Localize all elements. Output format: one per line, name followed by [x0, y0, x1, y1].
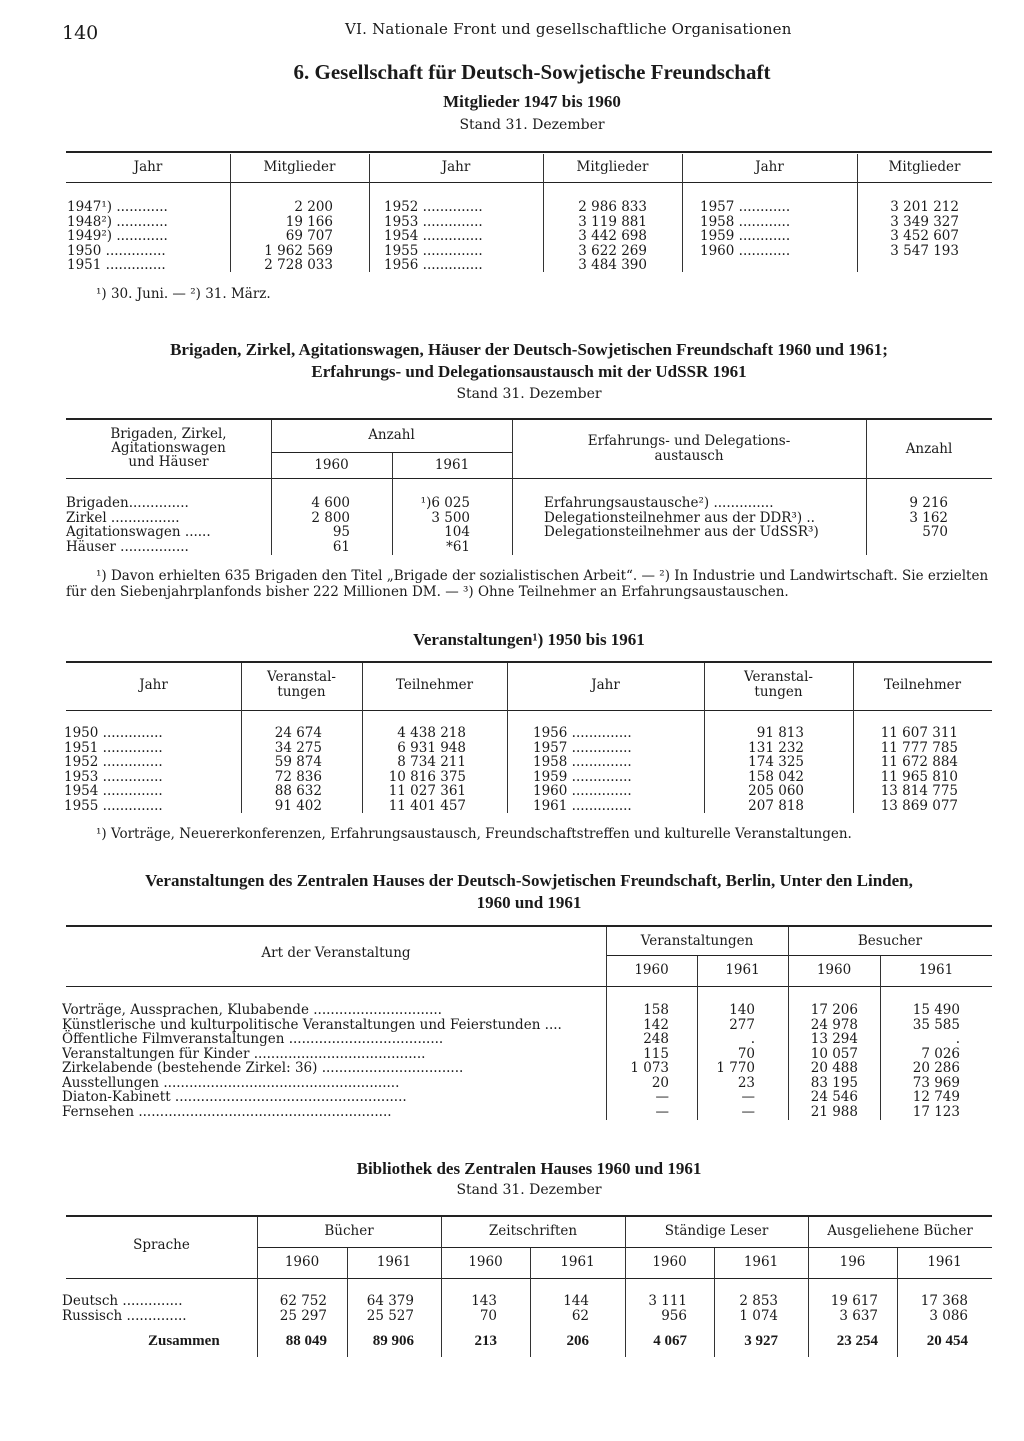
table-cell: 1952 ..............: [64, 754, 163, 770]
table3-right-years: [533, 726, 632, 813]
table-cell: Ausstellungen .......................................................: [62, 1074, 400, 1091]
table-row-label: Russisch ..............: [62, 1308, 187, 1324]
table1-footnote: ¹) 30. Juni. — ²) 31. März.: [96, 286, 271, 302]
table4-veran-1960: [606, 1003, 669, 1119]
col-header-jahr: Jahr: [133, 159, 163, 175]
table-cell: 3 119 881: [578, 213, 647, 230]
section2-stand: Stand 31. Dezember: [456, 386, 602, 402]
table1-col1-values: [230, 200, 333, 273]
col-header-buecher: Bücher: [324, 1223, 374, 1239]
table-cell: 11 777 785: [880, 739, 958, 756]
table-cell: 20 454: [926, 1333, 968, 1349]
table-cell: 6 931 948: [397, 739, 466, 756]
page-number: 140: [62, 22, 99, 44]
table-cell: 3 547 193: [890, 242, 959, 259]
table-cell: —: [741, 1089, 755, 1105]
table-cell: 61: [332, 538, 350, 555]
table-cell: Diaton-Kabinett ......................................................: [62, 1089, 407, 1105]
table-cell: 62 752: [279, 1293, 327, 1309]
table-cell: 1956 ..............: [533, 725, 632, 741]
col-header-mitglieder: Mitglieder: [888, 159, 961, 175]
table-cell: 1950 ..............: [64, 725, 163, 741]
table-cell: 248: [643, 1031, 669, 1047]
table3-left-veranstaltungen: [241, 726, 322, 813]
table4-subhead-rule: [606, 955, 992, 956]
table2-footnote: ¹) Davon erhielten 635 Brigaden den Titel „Brigade der sozialistischen Arbeit“. — ²) In Industrie und Landwirtschaft. Sie erzielten für den Siebenjahrplanfonds bisher 222 Millionen DM. — ³) Ohne Teilnehmer an Erfahrungsaustauschen.: [66, 568, 989, 600]
section2-title-line1: Brigaden, Zirkel, Agitationswagen, Häuser der Deutsch-Sowjetischen Freundschaft 1960 und 1961;: [170, 340, 888, 359]
table-cell: 17 368: [920, 1293, 968, 1309]
col-header-jahr: Jahr: [139, 677, 168, 693]
table-cell: 91 813: [756, 725, 804, 741]
col-header-teilnehmer: Teilnehmer: [883, 677, 962, 693]
table-cell: 13 294: [810, 1031, 858, 1047]
col-header-1961: 1961: [376, 1254, 412, 1270]
table-cell: Häuser ................: [66, 538, 189, 555]
table-cell: 17 206: [810, 1002, 858, 1018]
table3-right-teilnehmer: [853, 726, 958, 813]
table-cell: 12 749: [912, 1089, 960, 1105]
table-cell: 1960 ............: [700, 242, 791, 259]
table-cell: 158: [643, 1002, 669, 1018]
table1-col1-years: [67, 200, 168, 273]
table-cell: 3 622 269: [578, 242, 647, 259]
col-header-1960: 1960: [468, 1254, 503, 1270]
table-cell: —: [741, 1103, 755, 1120]
table-cell: 11 672 884: [880, 754, 958, 770]
col-header-196: 196: [839, 1254, 866, 1270]
table-cell: 158 042: [748, 768, 804, 785]
table-cell: 1949²) ............: [67, 228, 168, 244]
table-cell: Erfahrungsaustausche²) ..............: [544, 495, 774, 511]
col-header-sprache: Sprache: [133, 1237, 190, 1253]
section4-title-line2: 1960 und 1961: [476, 893, 582, 912]
col-header-1961: 1961: [725, 962, 760, 978]
table-cell: 20: [651, 1074, 669, 1091]
table-cell: 3 484 390: [578, 257, 647, 273]
table3-footnote: ¹) Vorträge, Neuererkonferenzen, Erfahrungsaustausch, Freundschaftstreffen und kulturelle Veranstaltungen.: [96, 826, 852, 842]
col-header-1961: 1961: [743, 1254, 779, 1270]
table-cell: 3 111: [648, 1293, 687, 1309]
table-cell: 1960 ..............: [533, 783, 632, 799]
col-header-1960: 1960: [652, 1254, 687, 1270]
col-header-1960: 1960: [634, 962, 669, 978]
table-cell: 143: [471, 1293, 497, 1309]
table2-left-labels: [66, 496, 211, 554]
table-cell: 10 816 375: [388, 768, 466, 785]
table-cell: 1959 ..............: [533, 768, 632, 785]
table-cell: 213: [474, 1333, 497, 1349]
table-cell: 277: [729, 1016, 755, 1033]
table-cell: 144: [563, 1293, 589, 1309]
table-cell: 88 632: [274, 783, 322, 799]
table-cell: 23 254: [836, 1333, 878, 1349]
table3-left-teilnehmer: [362, 726, 466, 813]
table-cell: 1953 ..............: [384, 213, 483, 230]
table-cell: 64 379: [366, 1293, 414, 1309]
table3-right-veranstaltungen: [704, 726, 804, 813]
table-cell: 1951 ..............: [64, 739, 163, 756]
table-cell: 2 728 033: [264, 257, 333, 273]
table-cell: 25 527: [366, 1308, 414, 1324]
table-cell: Zirkelabende (bestehende Zirkel: 36) .................................: [62, 1060, 464, 1076]
table-cell: 11 607 311: [880, 725, 958, 741]
table4-top-rule: [66, 925, 992, 927]
table-cell: 1957 ..............: [533, 739, 632, 756]
table-cell: 3 442 698: [578, 228, 647, 244]
col-header-mitglieder: Mitglieder: [263, 159, 336, 175]
table-cell: 21 988: [810, 1103, 858, 1120]
table-cell: 11 965 810: [880, 768, 958, 785]
table-cell: 88 049: [285, 1333, 327, 1349]
table2-right-labels: [544, 496, 819, 540]
table3-left-years: [64, 726, 163, 813]
col-header-besucher: Besucher: [857, 933, 923, 949]
table-cell: 1961 ..............: [533, 797, 632, 814]
table-cell: 3 086: [929, 1308, 968, 1324]
table-cell: 83 195: [810, 1074, 858, 1091]
table-cell: 3 162: [909, 509, 948, 526]
table-cell: 89 906: [372, 1333, 414, 1349]
table-cell: 1958 ..............: [533, 754, 632, 770]
table4-head-rule: [66, 986, 992, 987]
table-cell: 25 297: [279, 1308, 327, 1324]
table-cell: Vorträge, Aussprachen, Klubabende ..............................: [62, 1003, 442, 1018]
table-cell: 3 452 607: [890, 228, 959, 244]
table-cell: 2 800: [311, 509, 350, 526]
section4-title-line1: Veranstaltungen des Zentralen Hauses der Deutsch-Sowjetischen Freundschaft, Berlin, Unter den Linden,: [145, 871, 913, 890]
table2-1960-values: [271, 496, 350, 554]
col-header-veranstaltungen: Veranstal- tungen: [744, 669, 813, 700]
table-cell: 206: [566, 1333, 589, 1349]
total-label: Zusammen: [148, 1333, 220, 1349]
table-cell: 17 123: [912, 1103, 960, 1120]
table-cell: 131 232: [748, 739, 804, 756]
table-cell: 7 026: [921, 1045, 960, 1062]
section5-title: Bibliothek des Zentralen Hauses 1960 und 1961: [356, 1159, 702, 1178]
table-cell: 207 818: [748, 797, 804, 814]
table-cell: 20 488: [810, 1060, 858, 1076]
table-cell: 72 836: [274, 768, 322, 785]
col-header-1961: 1961: [560, 1254, 595, 1270]
col-header-teilnehmer: Teilnehmer: [395, 677, 474, 693]
table-cell: —: [655, 1089, 669, 1105]
col-header-anzahl: Anzahl: [905, 441, 953, 457]
table-cell: —: [655, 1103, 669, 1120]
table-cell: 13 814 775: [880, 783, 958, 799]
table-cell: Delegationsteilnehmer aus der DDR³) ..: [544, 509, 815, 526]
section5-stand: Stand 31. Dezember: [456, 1182, 602, 1198]
col-header-zeitschriften: Zeitschriften: [488, 1223, 578, 1239]
col-header-mitglieder: Mitglieder: [576, 159, 649, 175]
table-cell: 1951 ..............: [67, 257, 166, 273]
table1-col2-values: [543, 200, 647, 273]
table-cell: Brigaden..............: [66, 495, 189, 511]
table-cell: Fernsehen ...........................................................: [62, 1103, 392, 1119]
table1-top-rule: [66, 151, 992, 153]
table-cell: 1954 ..............: [384, 228, 483, 244]
table-cell: 62: [571, 1308, 589, 1324]
table-cell: 3 201 212: [890, 199, 959, 215]
col-header-1961: 1961: [918, 962, 954, 978]
table-cell: 19 617: [830, 1293, 878, 1309]
table-cell: 11 401 457: [388, 797, 466, 814]
table-cell: 3 637: [839, 1308, 878, 1324]
table-cell: 9 216: [909, 495, 948, 511]
section1-stand: Stand 31. Dezember: [459, 117, 605, 133]
table1-col3-values: [857, 200, 959, 258]
table-cell: 3 927: [744, 1333, 778, 1349]
table-cell: 2 853: [739, 1293, 778, 1309]
table-row-label: Deutsch ..............: [62, 1293, 183, 1309]
table-cell: 70: [479, 1308, 497, 1324]
table-cell: 1954 ..............: [64, 783, 163, 799]
table-cell: 174 325: [748, 754, 804, 770]
table-cell: Öffentliche Filmveranstaltungen ....................................: [62, 1031, 444, 1047]
table-cell: 1 074: [739, 1308, 778, 1324]
table-cell: 15 490: [912, 1002, 960, 1018]
table-cell: 1 770: [716, 1060, 755, 1076]
table-cell: 24 546: [810, 1089, 858, 1105]
table-cell: 95: [332, 524, 350, 540]
table-cell: 1947¹) ............: [67, 199, 168, 215]
table1-col3-years: [700, 200, 790, 258]
table-cell: 35 585: [912, 1016, 960, 1033]
col-header-austausch: Erfahrungs- und Delegations- austausch: [587, 433, 791, 464]
col-header-veranstaltungen: Veranstaltungen: [640, 933, 754, 949]
table-cell: Zirkel ................: [66, 509, 180, 526]
table-cell: 3 500: [431, 509, 470, 526]
col-header-art: Art der Veranstaltung: [261, 945, 411, 961]
table-cell: 1952 ..............: [384, 199, 483, 215]
section1-subtitle: Mitglieder 1947 bis 1960: [443, 92, 621, 111]
table2-1961-values: [392, 496, 470, 554]
table-cell: 24 978: [810, 1016, 858, 1033]
col-header-jahr: Jahr: [755, 159, 784, 175]
section2-title-line2: Erfahrungs- und Delegationsaustausch mit der UdSSR 1961: [311, 362, 747, 381]
table4-veran-1961: [697, 1003, 755, 1119]
table-cell: 1955 ..............: [384, 242, 483, 259]
table-cell: .: [955, 1031, 960, 1047]
table5-top-rule: [66, 1215, 992, 1217]
table-cell: 1955 ..............: [64, 797, 163, 814]
col-header-jahr: Jahr: [441, 159, 471, 175]
table4-labels: [62, 1003, 592, 1119]
table-cell: 23: [737, 1074, 755, 1091]
table-cell: Veranstaltungen für Kinder ........................................: [62, 1045, 426, 1062]
table2-top-rule: [66, 418, 992, 420]
table-cell: Künstlerische und kulturpolitische Veranstaltungen und Feierstunden ....: [62, 1016, 562, 1033]
table-cell: 3 349 327: [890, 213, 959, 230]
table2-head-rule: [66, 478, 992, 479]
table-cell: 1957 ............: [700, 199, 791, 215]
table-cell: 20 286: [912, 1060, 960, 1076]
table-cell: ¹)6 025: [420, 495, 470, 511]
table-cell: 91 402: [274, 797, 322, 814]
table-cell: 73 969: [912, 1074, 960, 1091]
table-cell: 205 060: [748, 783, 804, 799]
table-cell: Agitationswagen ......: [66, 524, 211, 540]
table5-head-rule: [66, 1278, 992, 1279]
table-cell: *61: [446, 538, 470, 555]
table-cell: 1950 ..............: [67, 242, 166, 259]
table-cell: 2 986 833: [578, 199, 647, 215]
table-cell: 140: [729, 1002, 755, 1018]
col-header-anzahl: Anzahl: [368, 427, 415, 443]
table-cell: 4 600: [311, 495, 350, 511]
table-cell: 142: [643, 1016, 669, 1033]
table-cell: 2 200: [294, 199, 333, 215]
table-cell: 19 166: [285, 213, 333, 230]
table-cell: 956: [661, 1308, 687, 1324]
table-cell: Delegationsteilnehmer aus der UdSSR³): [544, 524, 819, 540]
table-cell: 11 027 361: [388, 783, 466, 799]
table-cell: 69 707: [285, 228, 333, 244]
table-cell: 1956 ..............: [384, 257, 483, 273]
table-cell: 34 275: [274, 739, 322, 756]
table1-col2-years: [384, 200, 483, 273]
table-cell: 24 674: [274, 725, 322, 741]
table-cell: 1 073: [630, 1060, 669, 1076]
table4-besucher-1960: [788, 1003, 858, 1119]
col-header-ausgeliehen: Ausgeliehene Bücher: [827, 1223, 973, 1239]
table-cell: 104: [444, 524, 470, 540]
table-cell: 1953 ..............: [64, 768, 163, 785]
col-header-jahr: Jahr: [591, 677, 620, 693]
col-header-1960: 1960: [816, 962, 852, 978]
table-cell: 115: [643, 1045, 669, 1062]
table-cell: 570: [922, 524, 948, 540]
table-cell: 1948²) ............: [67, 213, 168, 230]
table-cell: 8 734 211: [397, 754, 466, 770]
table-cell: 59 874: [274, 754, 322, 770]
table4-besucher-1961: [880, 1003, 960, 1119]
col-header-1960: 1960: [314, 457, 349, 473]
table-cell: 1 962 569: [264, 242, 333, 259]
table-cell: 13 869 077: [880, 797, 958, 814]
table-cell: 70: [737, 1045, 755, 1062]
col-header-brigaden: Brigaden, Zirkel, Agitationswagen und Häuser: [110, 426, 227, 470]
section3-title: Veranstaltungen¹) 1950 bis 1961: [413, 630, 645, 649]
section1-title: 6. Gesellschaft für Deutsch-Sowjetische Freundschaft: [293, 60, 771, 84]
table-cell: .: [750, 1031, 755, 1047]
col-header-veranstaltungen: Veranstal- tungen: [267, 669, 336, 700]
table-cell: 4 438 218: [397, 725, 466, 741]
running-head: VI. Nationale Front und gesellschaftliche Organisationen: [345, 20, 792, 38]
table-cell: 10 057: [810, 1045, 858, 1062]
table-cell: 1959 ............: [700, 228, 791, 244]
col-header-1961: 1961: [927, 1254, 962, 1270]
col-header-1960: 1960: [284, 1254, 320, 1270]
col-header-leser: Ständige Leser: [664, 1223, 769, 1239]
table-cell: 4 067: [653, 1333, 687, 1349]
table1-head-rule: [66, 182, 992, 183]
table-cell: 1958 ............: [700, 213, 791, 230]
col-header-1961: 1961: [434, 457, 470, 473]
table2-right-values: [866, 496, 948, 540]
